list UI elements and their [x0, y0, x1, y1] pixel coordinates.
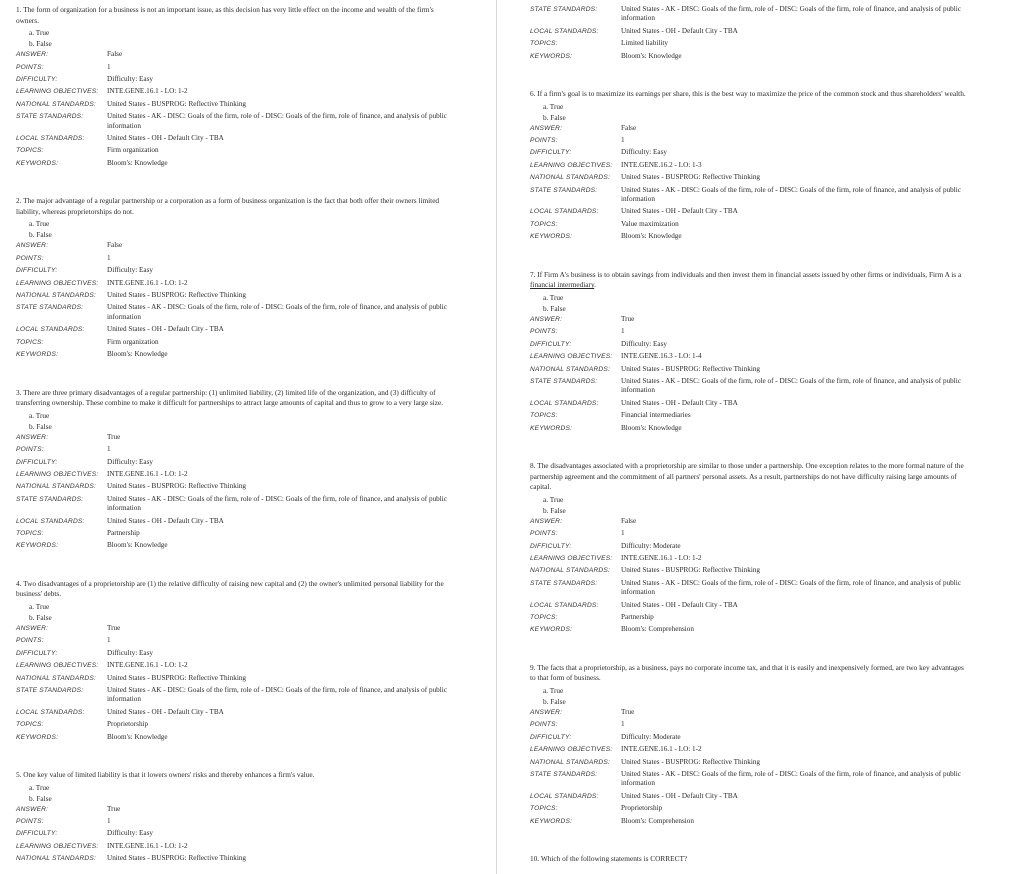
topics-label: TOPICS: [16, 338, 44, 346]
learning-objectives-row [16, 470, 456, 479]
topics-value: Firm organization [107, 146, 159, 155]
local-standards-label: LOCAL STANDARDS: [530, 601, 599, 609]
state-standards-value: United States - AK - DISC: Goals of the firm, role of - DISC: Goals of the firm, role of finance, and analysis of public information [621, 5, 961, 23]
topics-value: Partnership [621, 612, 654, 621]
topics-row [16, 146, 456, 155]
local-standards-row [16, 325, 456, 334]
difficulty-label: DIFFICULTY: [16, 458, 58, 466]
answer-value: True [621, 707, 635, 716]
answer-label: ANSWER: [16, 433, 49, 441]
state-standards-value: United States - AK - DISC: Goals of the firm, role of - DISC: Goals of the firm, role of finance, and analysis of public information [621, 185, 961, 204]
answer-label: ANSWER: [530, 517, 563, 525]
difficulty-label: DIFFICULTY: [530, 149, 572, 157]
question-stem: 1. The form of organization for a business is not an important issue, as this decision has very little effect on the income and wealth of the firm's owners. [16, 5, 434, 25]
national-standards-value: United States - BUSPROG: Reflective Thinking [107, 482, 247, 491]
points-label: POINTS: [16, 446, 44, 454]
difficulty-row [16, 266, 456, 275]
points-row [530, 327, 970, 336]
keywords-label: KEYWORDS: [530, 52, 573, 60]
option-a: a. True [543, 292, 564, 302]
question-4 [16, 579, 456, 742]
keywords-label: KEYWORDS: [16, 159, 59, 167]
learning-objectives-value: INTE.GENE.16.1 - LO: 1-2 [107, 841, 188, 850]
answer-label: ANSWER: [16, 805, 49, 813]
question-5-continued [530, 5, 970, 61]
difficulty-value: Difficulty: Easy [107, 648, 153, 657]
keywords-row [16, 350, 456, 359]
state-standards-value: United States - AK - DISC: Goals of the firm, role of - DISC: Goals of the firm, role of finance, and analysis of public information [107, 303, 447, 321]
option-b: b. False [543, 303, 566, 313]
keywords-label: KEYWORDS: [530, 424, 573, 432]
national-standards-row [530, 566, 970, 575]
national-standards-row [530, 758, 970, 767]
answer-row [16, 805, 456, 814]
question-stem [530, 270, 970, 291]
answer-label: ANSWER: [530, 315, 563, 323]
local-standards-row [530, 792, 970, 801]
points-row [530, 529, 970, 538]
state-standards-value: United States - AK - DISC: Goals of the firm, role of - DISC: Goals of the firm, role of finance, and analysis of public information [107, 494, 447, 513]
answer-row [530, 517, 970, 526]
points-row [16, 636, 456, 645]
national-standards-row [16, 854, 456, 863]
topics-label: TOPICS: [16, 721, 44, 729]
keywords-label: KEYWORDS: [530, 626, 573, 634]
answer-label: ANSWER: [530, 124, 563, 132]
points-label: POINTS: [16, 63, 44, 71]
answer-row [530, 708, 970, 717]
learning-objectives-label: LEARNING OBJECTIVES: [530, 554, 613, 562]
learning-objectives-label: LEARNING OBJECTIVES: [530, 353, 613, 361]
national-standards-value: United States - BUSPROG: Reflective Thinking [107, 673, 247, 682]
national-standards-label: NATIONAL STANDARDS: [16, 100, 97, 108]
national-standards-value: United States - BUSPROG: Reflective Thinking [621, 173, 761, 182]
topics-label: TOPICS: [530, 613, 558, 621]
state-standards-row [16, 495, 456, 514]
state-standards-label: STATE STANDARDS: [16, 304, 84, 312]
learning-objectives-label: LEARNING OBJECTIVES: [16, 279, 99, 287]
difficulty-value: Difficulty: Easy [107, 457, 153, 466]
difficulty-row [16, 75, 456, 84]
local-standards-value: United States - OH - Default City - TBA [621, 398, 738, 407]
difficulty-label: DIFFICULTY: [530, 542, 572, 550]
answer-row [16, 50, 456, 59]
topics-label: TOPICS: [530, 412, 558, 420]
learning-objectives-value: INTE.GENE.16.1 - LO: 1-2 [107, 469, 188, 478]
national-standards-label: NATIONAL STANDARDS: [530, 174, 611, 182]
points-label: POINTS: [16, 637, 44, 645]
right-page [498, 0, 1014, 874]
points-value: 1 [107, 445, 111, 454]
difficulty-row [16, 829, 456, 838]
points-row [16, 63, 456, 72]
question-2 [16, 196, 456, 359]
answer-row [16, 433, 456, 442]
points-label: POINTS: [16, 818, 44, 825]
option-a: a. True [29, 219, 50, 229]
answer-label: ANSWER: [16, 51, 49, 59]
difficulty-label: DIFFICULTY: [16, 76, 58, 83]
points-row [16, 445, 456, 454]
answer-row [530, 124, 970, 133]
points-label: POINTS: [530, 328, 558, 336]
option-a: a. True [543, 685, 564, 695]
question-stem-end: . [594, 280, 596, 290]
learning-objectives-value: INTE.GENE.16.1 - LO: 1-2 [621, 745, 702, 754]
keywords-label: KEYWORDS: [16, 351, 59, 359]
question-6 [530, 89, 970, 242]
local-standards-row [530, 601, 970, 610]
keywords-label: KEYWORDS: [530, 233, 573, 241]
answer-label: ANSWER: [16, 624, 49, 632]
local-standards-label: LOCAL STANDARDS: [530, 399, 599, 407]
option-b: b. False [543, 505, 566, 515]
state-standards-value: United States - AK - DISC: Goals of the firm, role of - DISC: Goals of the firm, role of finance, and analysis of public information [107, 112, 447, 130]
state-standards-label: STATE STANDARDS: [530, 186, 598, 194]
points-value: 1 [621, 327, 625, 336]
learning-objectives-row [530, 352, 970, 361]
national-standards-value: United States - BUSPROG: Reflective Thinking [621, 757, 761, 766]
difficulty-label: DIFFICULTY: [530, 733, 572, 741]
local-standards-label: LOCAL STANDARDS: [530, 27, 599, 35]
question-stem-text: 7. If Firm A's business is to obtain savings from individuals and then invest them in financial assets issued by other firms or individuals, Firm A is a [530, 269, 962, 279]
difficulty-label: DIFFICULTY: [16, 267, 58, 275]
learning-objectives-row [530, 161, 970, 170]
option-b: b. False [29, 230, 52, 240]
answer-value: False [107, 241, 123, 250]
difficulty-row [530, 148, 970, 157]
state-standards-value: United States - AK - DISC: Goals of the firm, role of - DISC: Goals of the firm, role of finance, and analysis of public information [621, 578, 961, 597]
option-b: b. False [29, 39, 52, 49]
topics-row [16, 338, 456, 347]
keywords-value: Bloom's: Comprehension [621, 816, 694, 825]
answer-value: False [621, 123, 637, 132]
learning-objectives-value: INTE.GENE.16.1 - LO: 1-2 [107, 661, 188, 670]
local-standards-value: United States - OH - Default City - TBA [107, 134, 224, 143]
learning-objectives-row [16, 87, 456, 96]
national-standards-label: NATIONAL STANDARDS: [16, 674, 97, 682]
topics-row [16, 720, 456, 729]
difficulty-row [16, 458, 456, 467]
answer-row [530, 315, 970, 324]
topics-label: TOPICS: [16, 147, 44, 155]
topics-value: Firm organization [107, 337, 159, 346]
keywords-label: KEYWORDS: [16, 542, 59, 550]
national-standards-label: NATIONAL STANDARDS: [16, 855, 97, 863]
local-standards-label: LOCAL STANDARDS: [16, 708, 85, 716]
local-standards-value: United States - OH - Default City - TBA [107, 707, 224, 716]
state-standards-label: STATE STANDARDS: [16, 495, 84, 503]
points-value: 1 [621, 720, 625, 729]
learning-objectives-row [530, 554, 970, 563]
state-standards-value: United States - AK - DISC: Goals of the firm, role of - DISC: Goals of the firm, role of finance, and analysis of public information [621, 770, 961, 788]
state-standards-row [16, 112, 456, 131]
question-stem: 5. One key value of limited liability is that it lowers owners' risks and thereby enhances a firm's value. [16, 770, 315, 779]
national-standards-label: NATIONAL STANDARDS: [530, 365, 611, 373]
keywords-label: KEYWORDS: [530, 817, 573, 825]
keywords-row [16, 541, 456, 550]
points-label: POINTS: [530, 530, 558, 538]
national-standards-row [16, 100, 456, 109]
state-standards-label: STATE STANDARDS: [530, 377, 598, 385]
question-9 [530, 663, 970, 826]
keywords-value: Bloom's: Knowledge [107, 732, 168, 741]
local-standards-value: United States - OH - Default City - TBA [107, 325, 224, 334]
state-standards-row [530, 186, 970, 205]
topics-value: Value maximization [621, 219, 679, 228]
question-7 [530, 270, 970, 433]
question-8 [530, 461, 970, 635]
national-standards-label: NATIONAL STANDARDS: [16, 483, 97, 491]
learning-objectives-row [16, 279, 456, 288]
difficulty-row [530, 733, 970, 742]
difficulty-value: Difficulty: Easy [107, 266, 153, 275]
state-standards-label: STATE STANDARDS: [16, 686, 84, 694]
points-value: 1 [621, 136, 625, 145]
national-standards-value: United States - BUSPROG: Reflective Thinking [621, 566, 761, 575]
keywords-row [530, 52, 970, 61]
option-b: b. False [543, 696, 566, 706]
topics-row [530, 613, 970, 622]
answer-label: ANSWER: [16, 242, 49, 250]
keywords-value: Bloom's: Knowledge [107, 350, 168, 359]
keywords-value: Bloom's: Comprehension [621, 625, 694, 634]
option-a: a. True [29, 782, 50, 792]
difficulty-label: DIFFICULTY: [530, 340, 572, 348]
points-label: POINTS: [530, 721, 558, 729]
national-standards-row [16, 482, 456, 491]
question-stem: 2. The major advantage of a regular partnership or a corporation as a form of business organization is the fact that both offer their owners limited liability, whereas proprietorships do not. [16, 196, 440, 216]
keywords-row [530, 232, 970, 241]
answer-row [16, 624, 456, 633]
option-a: a. True [543, 101, 564, 111]
points-label: POINTS: [16, 254, 44, 262]
national-standards-row [530, 173, 970, 182]
question-stem: 9. The facts that a proprietorship, as a business, pays no corporate income tax, and that it is easily and inexpensively formed, are two key advantages to that form of business. [530, 662, 964, 683]
national-standards-value: United States - BUSPROG: Reflective Thinking [107, 99, 247, 108]
option-b: b. False [29, 421, 52, 431]
topics-label: TOPICS: [530, 40, 558, 48]
learning-objectives-value: INTE.GENE.16.1 - LO: 1-2 [621, 553, 702, 562]
difficulty-row [530, 340, 970, 349]
local-standards-row [530, 27, 970, 36]
keywords-value: Bloom's: Knowledge [621, 232, 682, 241]
local-standards-row [16, 517, 456, 526]
points-value: 1 [107, 253, 111, 262]
points-value: 1 [621, 529, 625, 538]
state-standards-row [530, 579, 970, 598]
answer-value: False [107, 50, 123, 59]
points-label: POINTS: [530, 137, 558, 145]
difficulty-value: Difficulty: Easy [621, 339, 667, 348]
learning-objectives-label: LEARNING OBJECTIVES: [16, 88, 99, 96]
topics-row [16, 529, 456, 538]
question-10 [530, 854, 970, 865]
topics-row [530, 39, 970, 48]
learning-objectives-label: LEARNING OBJECTIVES: [530, 746, 613, 754]
difficulty-value: Difficulty: Easy [621, 148, 667, 157]
topics-label: TOPICS: [530, 805, 558, 813]
state-standards-value: United States - AK - DISC: Goals of the firm, role of - DISC: Goals of the firm, role of finance, and analysis of public information [107, 685, 447, 704]
state-standards-label: STATE STANDARDS: [16, 113, 84, 121]
question-stem: 10. Which of the following statements is CORRECT? [530, 854, 688, 864]
difficulty-row [16, 649, 456, 658]
learning-objectives-value: INTE.GENE.16.1 - LO: 1-2 [107, 87, 188, 96]
learning-objectives-row [16, 661, 456, 670]
local-standards-label: LOCAL STANDARDS: [16, 517, 85, 525]
answer-value: True [107, 804, 121, 813]
learning-objectives-label: LEARNING OBJECTIVES: [16, 470, 99, 478]
keywords-row [530, 625, 970, 634]
question-stem: 3. There are three primary disadvantages of a regular partnership: (1) unlimited liability, (2) limited life of the organization, and (3) difficulty of transferring ownership. These combine to make it difficult for partnerships to attract large amounts of capital and thus to grow to a very large size. [16, 387, 444, 408]
answer-row [16, 241, 456, 250]
option-b: b. False [29, 793, 52, 803]
learning-objectives-row [530, 745, 970, 754]
points-value: 1 [107, 636, 111, 645]
local-standards-row [530, 207, 970, 216]
answer-value: True [621, 314, 635, 323]
state-standards-label: STATE STANDARDS: [530, 771, 598, 778]
topics-label: TOPICS: [16, 529, 44, 537]
learning-objectives-label: LEARNING OBJECTIVES: [16, 842, 99, 850]
local-standards-value: United States - OH - Default City - TBA [621, 207, 738, 216]
points-row [16, 254, 456, 263]
state-standards-row [530, 377, 970, 396]
learning-objectives-value: INTE.GENE.16.3 - LO: 1-4 [621, 352, 702, 361]
state-standards-row [530, 5, 970, 24]
difficulty-value: Difficulty: Moderate [621, 541, 681, 550]
answer-value: True [107, 432, 121, 441]
underlined-term: financial intermediary [530, 280, 595, 290]
local-standards-label: LOCAL STANDARDS: [530, 208, 599, 216]
topics-value: Limited liability [621, 39, 668, 48]
national-standards-value: United States - BUSPROG: Reflective Thinking [107, 854, 247, 863]
answer-value: False [621, 516, 637, 525]
local-standards-label: LOCAL STANDARDS: [16, 135, 85, 143]
local-standards-row [530, 399, 970, 408]
learning-objectives-row [16, 842, 456, 851]
keywords-row [530, 424, 970, 433]
national-standards-row [16, 674, 456, 683]
difficulty-value: Difficulty: Easy [107, 75, 153, 83]
difficulty-label: DIFFICULTY: [16, 649, 58, 657]
difficulty-value: Difficulty: Moderate [621, 732, 681, 741]
local-standards-row [16, 134, 456, 143]
topics-label: TOPICS: [530, 220, 558, 228]
question-stem: 8. The disadvantages associated with a proprietorship are similar to those under a partnership. One exception relates to the more formal nature of the partnership agreement and the commitment of all partners' personal assets. As a result, partnerships do not have difficulty raising large amounts of capital. [530, 460, 964, 492]
question-3 [16, 388, 456, 551]
learning-objectives-value: INTE.GENE.16.2 - LO: 1-3 [621, 160, 702, 169]
topics-value: Proprietorship [107, 720, 149, 729]
option-a: a. True [29, 410, 50, 420]
topics-value: Proprietorship [621, 804, 663, 813]
keywords-value: Bloom's: Knowledge [621, 423, 682, 432]
national-standards-row [530, 365, 970, 374]
local-standards-row [16, 708, 456, 717]
local-standards-value: United States - OH - Default City - TBA [621, 26, 738, 35]
topics-row [530, 411, 970, 420]
topics-row [530, 804, 970, 813]
question-stem: 6. If a firm's goal is to maximize its earnings per share, this is the best way to maximize the price of the common stock and thus shareholders' wealth. [530, 89, 966, 99]
keywords-row [16, 159, 456, 168]
points-value: 1 [107, 817, 111, 825]
state-standards-label: STATE STANDARDS: [530, 579, 598, 587]
local-standards-value: United States - OH - Default City - TBA [107, 516, 224, 525]
local-standards-value: United States - OH - Default City - TBA [621, 600, 738, 609]
option-a: a. True [543, 494, 564, 504]
local-standards-label: LOCAL STANDARDS: [530, 792, 599, 800]
national-standards-label: NATIONAL STANDARDS: [16, 292, 97, 300]
state-standards-value: United States - AK - DISC: Goals of the firm, role of - DISC: Goals of the firm, role of finance, and analysis of public information [621, 376, 961, 395]
keywords-row [530, 817, 970, 826]
points-row [530, 720, 970, 729]
local-standards-value: United States - OH - Default City - TBA [621, 791, 738, 800]
question-stem: 4. Two disadvantages of a proprietorship are (1) the relative difficulty of raising new capital and (2) the owner's unlimited personal liability for the business' debts. [16, 578, 444, 599]
keywords-value: Bloom's: Knowledge [107, 541, 168, 550]
answer-value: True [107, 623, 121, 632]
national-standards-value: United States - BUSPROG: Reflective Thinking [621, 364, 761, 373]
national-standards-value: United States - BUSPROG: Reflective Thinking [107, 291, 247, 300]
difficulty-label: DIFFICULTY: [16, 830, 58, 838]
keywords-row [16, 733, 456, 742]
option-b: b. False [29, 612, 52, 622]
option-b: b. False [543, 112, 566, 122]
difficulty-value: Difficulty: Easy [107, 829, 153, 838]
learning-objectives-value: INTE.GENE.16.1 - LO: 1-2 [107, 278, 188, 287]
keywords-label: KEYWORDS: [16, 733, 59, 741]
option-a: a. True [29, 28, 50, 38]
question-1 [16, 5, 456, 168]
state-standards-row [16, 303, 456, 322]
learning-objectives-label: LEARNING OBJECTIVES: [530, 161, 613, 169]
keywords-value: Bloom's: Knowledge [621, 51, 682, 60]
national-standards-row [16, 291, 456, 300]
national-standards-label: NATIONAL STANDARDS: [530, 567, 611, 575]
question-5 [16, 770, 456, 864]
answer-label: ANSWER: [530, 708, 563, 716]
topics-value: Partnership [107, 528, 140, 537]
option-a: a. True [29, 601, 50, 611]
learning-objectives-label: LEARNING OBJECTIVES: [16, 662, 99, 670]
topics-row [530, 220, 970, 229]
left-page [0, 0, 497, 874]
points-row [530, 136, 970, 145]
local-standards-label: LOCAL STANDARDS: [16, 326, 85, 334]
keywords-value: Bloom's: Knowledge [107, 158, 168, 167]
points-row [16, 817, 456, 826]
state-standards-row [16, 686, 456, 705]
state-standards-label: STATE STANDARDS: [530, 6, 598, 13]
difficulty-row [530, 542, 970, 551]
state-standards-row [530, 770, 970, 789]
national-standards-label: NATIONAL STANDARDS: [530, 758, 611, 766]
points-value: 1 [107, 62, 111, 71]
topics-value: Financial intermediaries [621, 411, 691, 420]
